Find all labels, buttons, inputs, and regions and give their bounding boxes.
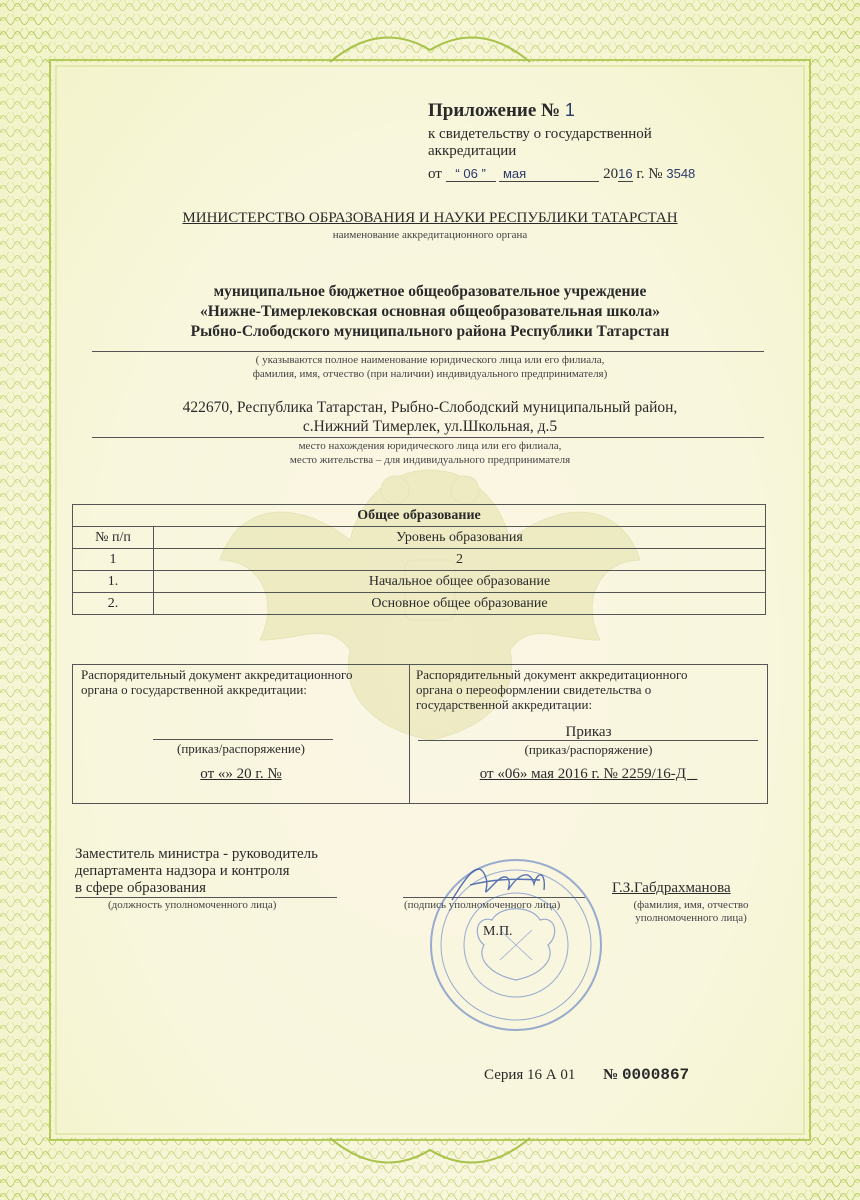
name-caption-1: (фамилия, имя, отчество xyxy=(633,899,749,911)
series-number: 0000867 xyxy=(621,1066,690,1084)
index-cell-1: 1 xyxy=(73,549,154,571)
row-number: 2. xyxy=(73,593,154,615)
authority-name: МИНИСТЕРСТВО ОБРАЗОВАНИЯ И НАУКИ РЕСПУБЛИКИ ТАТАРСТАН xyxy=(182,210,678,226)
signatory-position-3: в сфере образования xyxy=(75,880,207,896)
signature-caption: (подпись уполномоченного лица) xyxy=(404,899,561,911)
doc-right-date-line: от «06» мая 2016 г. № 2259/16-Д _ xyxy=(479,766,698,782)
appendix-line-1: к свидетельству о государственной xyxy=(428,126,652,142)
doc-right-line-2: органа о переоформлении свидетельства о xyxy=(416,682,652,697)
doc-right-line-1: Распорядительный документ аккредитационного xyxy=(416,667,688,682)
certificate-number: 3548 xyxy=(666,166,696,181)
institution-caption-2: фамилия, имя, отчество (при наличии) индивидуального предпринимателя) xyxy=(252,368,608,380)
appendix-line-2: аккредитации xyxy=(428,143,517,159)
doc-right-caption: (приказ/распоряжение) xyxy=(524,742,653,757)
doc-left-line-2: органа о государственной аккредитации: xyxy=(81,682,307,697)
address-caption-2: место жительства – для индивидуального предпринимателя xyxy=(289,454,571,466)
institution-line-1: муниципальное бюджетное общеобразовательное учреждение xyxy=(213,283,647,300)
year-prefix: 20 xyxy=(603,166,619,182)
signatory-position-2: департамента надзора и контроля xyxy=(75,863,290,879)
name-caption-2: уполномоченного лица) xyxy=(635,912,747,924)
address-caption-1: место нахождения юридического лица или его филиала, xyxy=(298,440,562,452)
row-level: Начальное общее образование xyxy=(154,571,766,593)
seal-placeholder-label: М.П. xyxy=(483,924,513,939)
date-day: 06 xyxy=(463,166,478,181)
doc-right-line-3: государственной аккредитации: xyxy=(416,697,593,712)
index-cell-2: 2 xyxy=(154,549,766,571)
date-month: мая xyxy=(502,166,527,181)
appendix-title: Приложение № xyxy=(428,100,561,121)
signatory-position-1: Заместитель министра - руководитель xyxy=(75,846,318,862)
appendix-number: 1 xyxy=(564,100,575,120)
row-level: Основное общее образование xyxy=(154,593,766,615)
column-header-level: Уровень образования xyxy=(154,527,766,549)
institution-line-2: «Нижне-Тимерлековская основная общеобразовательная школа» xyxy=(200,303,660,320)
authority-caption: наименование аккредитационного органа xyxy=(332,229,528,241)
series-label: Серия 16 А 01 xyxy=(484,1067,576,1083)
signatory-name: Г.З.Габдрахманова xyxy=(612,880,731,896)
doc-left-caption: (приказ/распоряжение) xyxy=(177,741,305,756)
column-header-number: № п/п xyxy=(73,527,154,549)
series-number-label: № xyxy=(603,1067,619,1083)
position-caption: (должность уполномоченного лица) xyxy=(108,899,277,911)
table-title: Общее образование xyxy=(73,505,766,527)
institution-caption-1: ( указываются полное наименование юридического лица или его филиала, xyxy=(255,354,605,366)
institution-line-3: Рыбно-Слободского муниципального района Республики Татарстан xyxy=(190,323,670,340)
year-suffix: 16 xyxy=(618,166,633,181)
row-number: 1. xyxy=(73,571,154,593)
doc-left-line-1: Распорядительный документ аккредитационного xyxy=(81,667,353,682)
number-prefix: г. № xyxy=(636,166,663,182)
address-line-1: 422670, Республика Татарстан, Рыбно-Слободский муниципальный район, xyxy=(182,399,678,416)
address-line-2: с.Нижний Тимерлек, ул.Школьная, д.5 xyxy=(302,418,558,435)
doc-right-value: Приказ xyxy=(565,724,612,740)
doc-left-date-line: от «» 20 г. № xyxy=(200,766,282,782)
date-prefix: от xyxy=(428,166,442,182)
appendix-date-line: от “ 06 ” мая 2016 г. № 3548 xyxy=(428,166,696,182)
